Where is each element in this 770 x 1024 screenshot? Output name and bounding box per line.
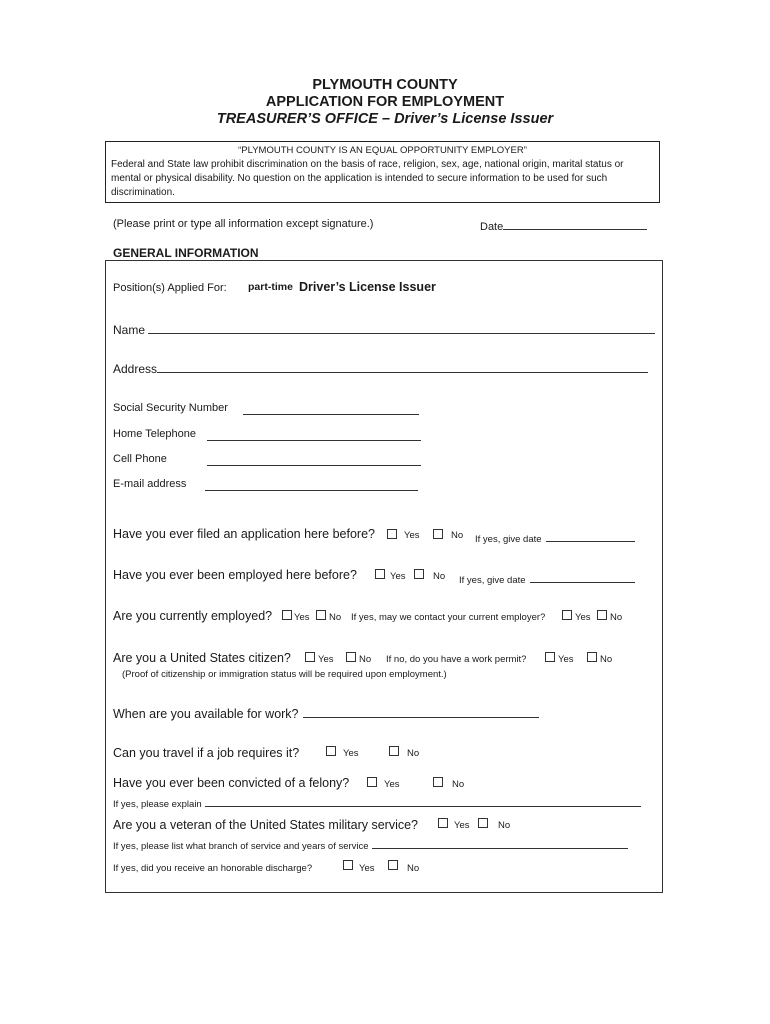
work-permit-yes-label: Yes [558,654,574,665]
filed-before-date-label: If yes, give date [475,534,542,545]
felony-no-label: No [452,779,465,790]
veteran-yes-label: Yes [454,820,470,831]
contact-employer-yes-label: Yes [575,612,591,623]
ssn-label: Social Security Number [113,402,228,414]
felony-yes-checkbox[interactable] [367,777,377,787]
employed-before-date-field[interactable] [530,571,635,583]
branch-row [113,837,628,852]
felony-yes-label: Yes [384,779,400,790]
filed-before-no-label: No [451,530,464,541]
travel-yes-checkbox[interactable] [326,746,336,756]
citizen-note: (Proof of citizenship or immigration status will be required upon employment.) [122,669,447,680]
felony-question: Have you ever been convicted of a felony? [113,776,350,790]
contact-employer-no-label: No [610,612,623,623]
currently-employed-question: Are you currently employed? [113,609,273,623]
veteran-no-label: No [498,820,511,831]
availability-question: When are you available for work? [113,707,299,721]
employed-before-date-label: If yes, give date [459,575,526,586]
citizen-question: Are you a United States citizen? [113,651,291,665]
currently-employed-no-label: No [329,612,342,623]
availability-row [113,706,539,721]
currently-employed-yes-label: Yes [294,612,310,623]
position-value: Driver’s License Issuer [299,280,436,294]
work-permit-yes-checkbox[interactable] [545,652,555,662]
honorable-question: If yes, did you receive an honorable discharge? [113,863,313,874]
honorable-yes-checkbox[interactable] [343,860,353,870]
travel-no-label: No [407,748,420,759]
employed-before-date-row [459,571,635,586]
filed-before-no-checkbox[interactable] [433,529,443,539]
ssn-field[interactable] [243,403,419,415]
employed-before-no-checkbox[interactable] [414,569,424,579]
veteran-question: Are you a veteran of the United States military service? [113,818,419,832]
name-field[interactable] [148,322,655,334]
branch-field[interactable] [372,837,628,849]
veteran-yes-checkbox[interactable] [438,818,448,828]
title-application: APPLICATION FOR EMPLOYMENT [265,94,505,110]
name-label: Name [113,323,146,337]
address-row [113,361,648,376]
employed-before-question: Have you ever been employed here before? [113,568,357,582]
honorable-yes-label: Yes [359,863,375,874]
title-office: TREASURER’S OFFICE – Driver’s License Issuer [216,111,554,127]
currently-employed-yes-checkbox[interactable] [282,610,292,620]
filed-before-question: Have you ever filed an application here before? [113,527,375,541]
date-row [480,218,647,233]
notice-line-1: Federal and State law prohibit discrimination on the basis of race, religion, sex, age, national origin, marital status or [111,159,624,170]
employed-before-yes-label: Yes [390,571,406,582]
contact-employer-question: If yes, may we contact your current employer? [351,612,546,623]
instructions: (Please print or type all information except signature.) [113,218,374,230]
felony-explain-label: If yes, please explain [113,799,202,810]
address-field[interactable] [157,361,648,373]
notice-line-3: discrimination. [111,187,175,198]
section-title: GENERAL INFORMATION [113,246,259,260]
eeo-notice-box [105,141,660,203]
contact-employer-yes-checkbox[interactable] [562,610,572,620]
veteran-no-checkbox[interactable] [478,818,488,828]
work-permit-no-checkbox[interactable] [587,652,597,662]
email-field[interactable] [205,479,418,491]
citizen-yes-checkbox[interactable] [305,652,315,662]
contact-employer-no-checkbox[interactable] [597,610,607,620]
eeo-statement: “PLYMOUTH COUNTY IS AN EQUAL OPPORTUNITY EMPLOYER” [238,145,527,156]
home-phone-label: Home Telephone [113,428,196,440]
citizen-no-checkbox[interactable] [346,652,356,662]
name-row [113,322,655,337]
branch-label: If yes, please list what branch of service and years of service [113,841,369,852]
felony-explain-field[interactable] [205,795,641,807]
position-prefix: part-time [248,281,293,293]
citizen-yes-label: Yes [318,654,334,665]
citizen-no-label: No [359,654,372,665]
honorable-no-label: No [407,863,420,874]
home-phone-field[interactable] [207,429,421,441]
travel-yes-label: Yes [343,748,359,759]
currently-employed-no-checkbox[interactable] [316,610,326,620]
filed-before-date-field[interactable] [546,530,635,542]
filed-before-date-row [475,530,635,545]
felony-no-checkbox[interactable] [433,777,443,787]
filed-before-yes-label: Yes [404,530,420,541]
date-label: Date [480,221,504,233]
employed-before-no-label: No [433,571,446,582]
cell-phone-label: Cell Phone [113,453,167,465]
cell-phone-field[interactable] [207,454,421,466]
work-permit-question: If no, do you have a work permit? [386,654,527,665]
address-label: Address [113,362,158,376]
email-label: E-mail address [113,478,187,490]
honorable-no-checkbox[interactable] [388,860,398,870]
felony-explain-row [113,795,641,810]
travel-no-checkbox[interactable] [389,746,399,756]
employed-before-yes-checkbox[interactable] [375,569,385,579]
position-label: Position(s) Applied For: [113,282,227,294]
work-permit-no-label: No [600,654,613,665]
date-field[interactable] [503,218,647,230]
travel-question: Can you travel if a job requires it? [113,746,300,760]
title-county: PLYMOUTH COUNTY [312,77,458,93]
notice-line-2: mental or physical disability. No question on the application is intended to secure information to be used for such [111,173,608,184]
availability-field[interactable] [303,706,539,718]
filed-before-yes-checkbox[interactable] [387,529,397,539]
